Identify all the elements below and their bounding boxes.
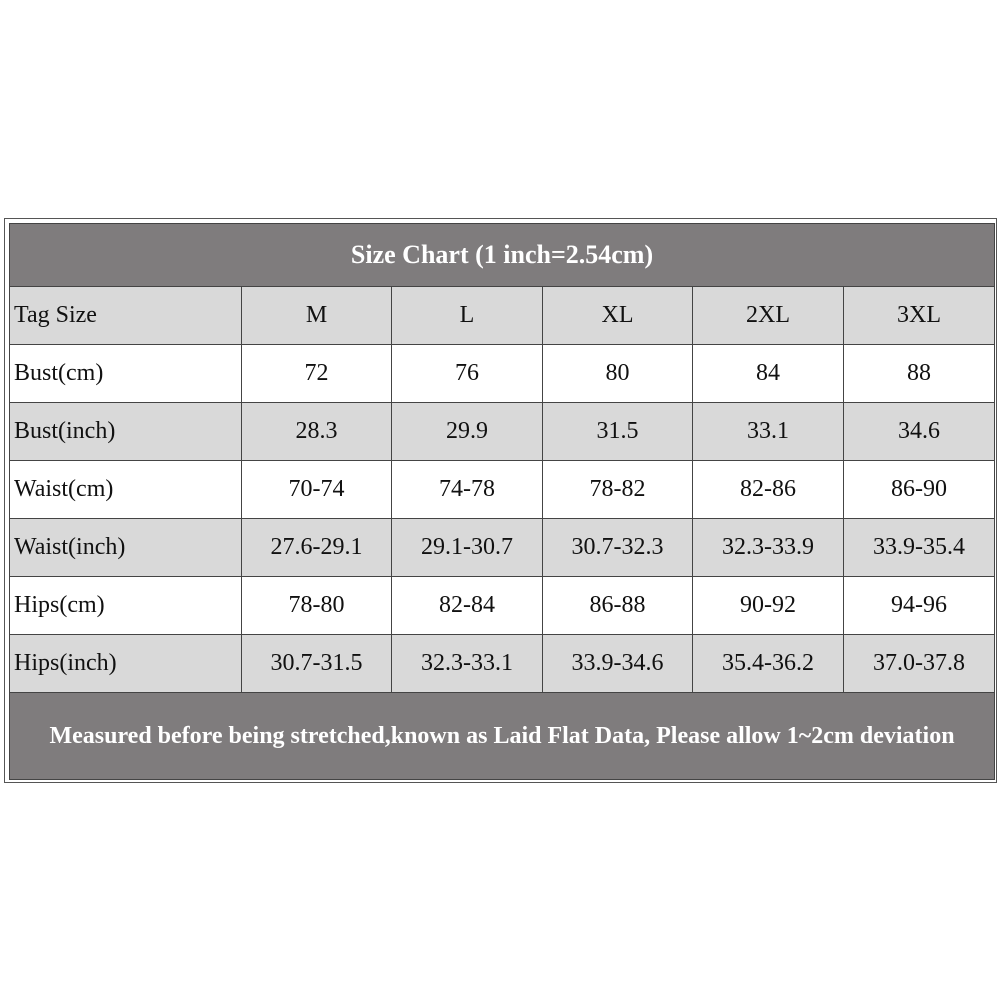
table-cell: 33.1 (693, 403, 844, 461)
table-cell: 74-78 (392, 461, 543, 519)
row-label: Bust(cm) (10, 345, 242, 403)
size-3xl-header: 3XL (844, 287, 995, 345)
table-cell: 32.3-33.1 (392, 635, 543, 693)
table-cell: 33.9-35.4 (844, 519, 995, 577)
table-row (10, 577, 995, 635)
table-cell: 88 (844, 345, 995, 403)
table-cell: 29.9 (392, 403, 543, 461)
table-cell: 78-80 (242, 577, 392, 635)
row-label: Hips(inch) (10, 635, 242, 693)
table-cell: 34.6 (844, 403, 995, 461)
table-row (10, 345, 995, 403)
title-row (10, 224, 995, 287)
table-cell: 76 (392, 345, 543, 403)
size-2xl-header: 2XL (693, 287, 844, 345)
tag-size-label: Tag Size (10, 287, 242, 345)
table-cell: 32.3-33.9 (693, 519, 844, 577)
table-cell: 30.7-32.3 (543, 519, 693, 577)
table-cell: 86-90 (844, 461, 995, 519)
tag-size-row (10, 287, 995, 345)
table-cell: 27.6-29.1 (242, 519, 392, 577)
row-label: Hips(cm) (10, 577, 242, 635)
measurement-note: Measured before being stretched,known as Laid Flat Data, Please allow 1~2cm deviation (10, 693, 995, 780)
table-cell: 90-92 (693, 577, 844, 635)
size-xl-header: XL (543, 287, 693, 345)
table-cell: 37.0-37.8 (844, 635, 995, 693)
size-chart-table (9, 223, 995, 780)
row-label: Waist(cm) (10, 461, 242, 519)
table-row (10, 635, 995, 693)
table-cell: 86-88 (543, 577, 693, 635)
table-cell: 72 (242, 345, 392, 403)
row-label: Waist(inch) (10, 519, 242, 577)
size-chart-frame (4, 218, 997, 783)
size-m-header: M (242, 287, 392, 345)
table-cell: 70-74 (242, 461, 392, 519)
chart-title: Size Chart (1 inch=2.54cm) (10, 224, 995, 287)
row-label: Bust(inch) (10, 403, 242, 461)
table-row (10, 461, 995, 519)
table-cell: 78-82 (543, 461, 693, 519)
note-row (10, 693, 995, 780)
table-cell: 94-96 (844, 577, 995, 635)
table-cell: 28.3 (242, 403, 392, 461)
table-cell: 80 (543, 345, 693, 403)
table-cell: 82-84 (392, 577, 543, 635)
table-cell: 35.4-36.2 (693, 635, 844, 693)
table-row (10, 403, 995, 461)
table-cell: 33.9-34.6 (543, 635, 693, 693)
table-cell: 30.7-31.5 (242, 635, 392, 693)
table-cell: 84 (693, 345, 844, 403)
table-cell: 31.5 (543, 403, 693, 461)
table-cell: 29.1-30.7 (392, 519, 543, 577)
table-cell: 82-86 (693, 461, 844, 519)
size-l-header: L (392, 287, 543, 345)
table-row (10, 519, 995, 577)
